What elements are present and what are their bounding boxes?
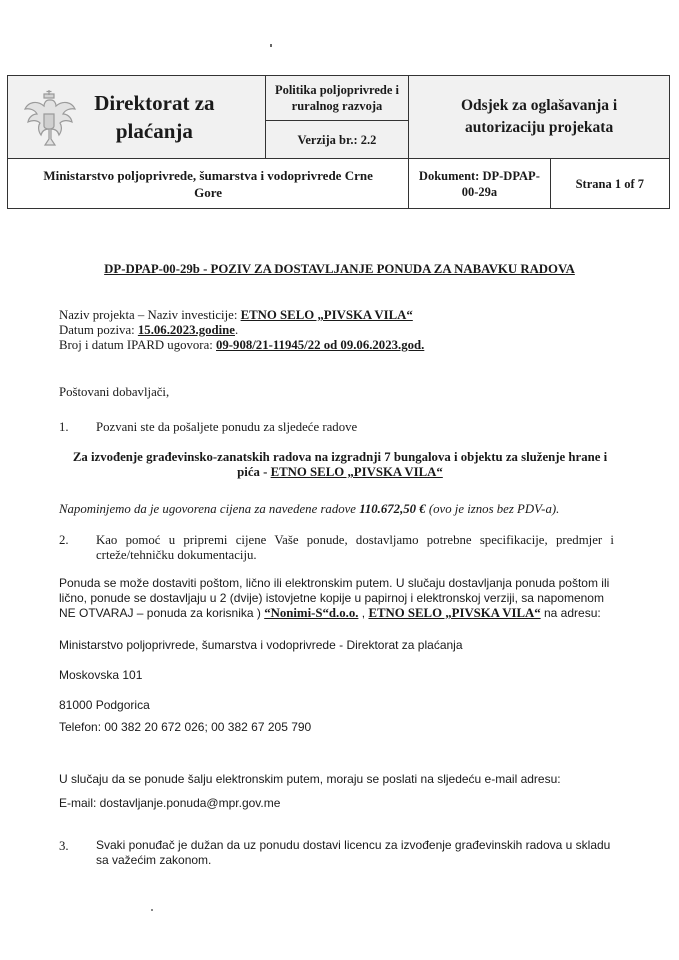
section3-number: 3. xyxy=(59,839,69,853)
delivery-line3-sep: , xyxy=(358,606,369,620)
address-phone: Telefon: 00 382 20 672 026; 00 382 67 205 790 xyxy=(59,720,312,734)
document-code-line1: Dokument: DP-DPAP- xyxy=(418,168,540,183)
ministry-cell xyxy=(8,159,409,209)
version-label: Verzija br.: 2.2 xyxy=(297,132,377,147)
address-street: Moskovska 101 xyxy=(59,668,143,682)
policy-cell xyxy=(265,76,408,159)
works-description-line1: Za izvođenje građevinsko-zanatskih radova na izgradnji 7 bungalova i objektu za služenje hrane i xyxy=(72,450,608,464)
section1-number: 1. xyxy=(59,420,69,434)
contract-label: Broj i datum IPARD ugovora: xyxy=(59,338,216,352)
delivery-line3 xyxy=(59,606,619,621)
invitation-date-line xyxy=(59,323,238,338)
invitation-date-value: 15.06.2023.godine xyxy=(137,323,235,337)
ministry-line1: Ministarstvo poljoprivrede, šumarstva i vodoprivrede Crne xyxy=(43,167,373,183)
document-title: DP-DPAP-00-29b - POZIV ZA DOSTAVLJANJE PONUDA ZA NABAVKU RADOVA xyxy=(104,262,575,276)
delivery-line1: Ponuda se može dostaviti poštom, lično ili elektronskim putem. U slučaju dostavljanja ponuda poštom ili xyxy=(59,576,610,590)
scan-speck xyxy=(270,44,272,47)
document-header-table xyxy=(7,75,670,209)
project-name-value: ETNO SELO „PIVSKA VILA“ xyxy=(240,308,413,322)
section1-text: Pozvani ste da pošaljete ponudu za sljedeće radove xyxy=(96,420,358,434)
department-line2: autorizaciju projekata xyxy=(464,119,614,136)
price-note-suffix: (ovo je iznos bez PDV-a). xyxy=(425,502,560,516)
org-title-line2: plaćanja xyxy=(115,119,193,143)
ministry-line2: Gore xyxy=(194,184,223,200)
works-prefix: pića - xyxy=(237,465,271,479)
works-project-name: ETNO SELO „PIVSKA VILA“ xyxy=(270,465,443,479)
delivery-line3-prefix: NE OTVARAJ – ponuda za korisnika ) xyxy=(59,606,265,620)
delivery-project-name: ETNO SELO „PIVSKA VILA“ xyxy=(368,606,541,620)
policy-line1: Politika poljoprivrede i xyxy=(274,83,400,97)
contract-value: 09-908/21-11945/22 od 09.06.2023.god. xyxy=(216,338,425,352)
invitation-date-suffix: . xyxy=(234,323,239,337)
document-code-line2: 00-29a xyxy=(461,184,498,199)
section2-line1: Kao pomoć u pripremi cijene Vaše ponude, dostavljamo potrebne specifikacije, predmjer i xyxy=(96,533,614,547)
scan-speck xyxy=(151,909,153,911)
greeting: Poštovani dobavljači, xyxy=(59,385,170,399)
address-city: 81000 Podgorica xyxy=(59,698,150,712)
department-line1: Odsjek za oglašavanja i xyxy=(460,97,618,114)
section2-line2: crteže/tehničku dokumentaciju. xyxy=(96,548,257,562)
section3-line2: sa važećim zakonom. xyxy=(96,853,212,867)
delivery-paragraph xyxy=(59,576,619,621)
montenegro-crest-icon xyxy=(22,88,76,148)
org-cell xyxy=(8,76,266,159)
price-note-amount: 110.672,50 € xyxy=(359,502,426,516)
works-description-line2 xyxy=(40,465,640,480)
email-intro: U slučaju da se ponude šalju elektronskim putem, moraju se poslati na sljedeću e-mail adresu: xyxy=(59,772,561,786)
project-name-label: Naziv projekta – Naziv investicije: xyxy=(59,308,241,322)
section2-number: 2. xyxy=(59,533,69,547)
invitation-date-label: Datum poziva: xyxy=(59,323,138,337)
company-name: “Nonimi-S“d.o.o. xyxy=(264,606,359,620)
policy-line2: ruralnog razvoja xyxy=(291,99,383,113)
address-institution: Ministarstvo poljoprivrede, šumarstva i vodoprivrede - Direktorat za plaćanja xyxy=(59,638,463,652)
page-number-cell xyxy=(550,159,669,209)
price-note-prefix: Napominjemo da je ugovorena cijena za navedene radove xyxy=(59,502,360,516)
price-note xyxy=(59,502,559,517)
org-title-line1: Direktorat za xyxy=(94,91,215,115)
department-cell xyxy=(409,76,670,159)
email-address[interactable]: E-mail: dostavljanje.ponuda@mpr.gov.me xyxy=(59,796,281,810)
delivery-line2: lično, ponude se dostavljaju u 2 (dvije) istovjetne kopije u papirnoj i elektronskoj verziji, sa napomenom xyxy=(59,591,604,605)
document-code-cell xyxy=(409,159,550,209)
section3-line1: Svaki ponuđač je dužan da uz ponudu dostavi licencu za izvođenje građevinskih radova u skladu xyxy=(96,838,611,852)
contract-line xyxy=(59,338,424,353)
page-number: Strana 1 of 7 xyxy=(575,176,644,191)
project-name-line xyxy=(59,308,413,323)
delivery-line3-suffix: na adresu: xyxy=(540,606,601,620)
